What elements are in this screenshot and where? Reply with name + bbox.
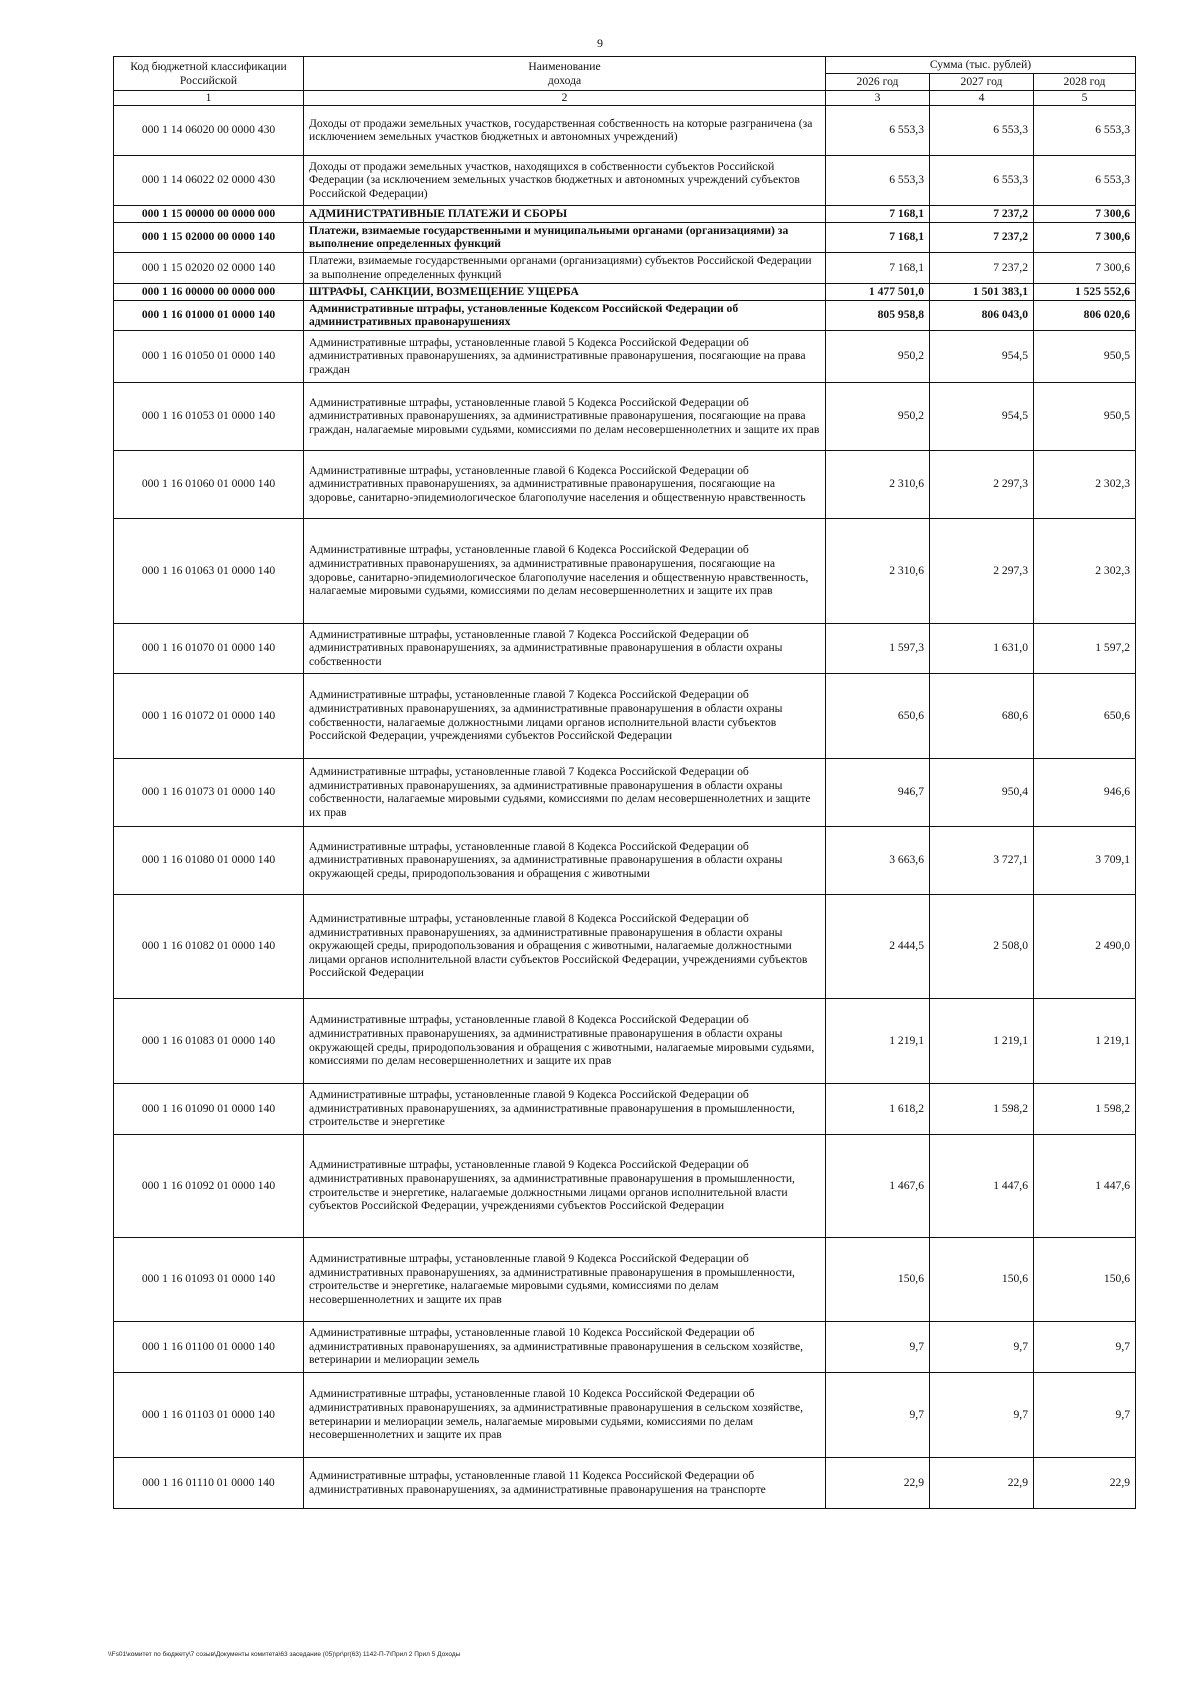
table-row [114, 1457, 1136, 1508]
row-code: 000 1 16 01092 01 0000 140 [114, 1134, 304, 1237]
table-row [114, 673, 1136, 758]
header-year-2027: 2027 год [930, 74, 1034, 91]
row-code: 000 1 16 01090 01 0000 140 [114, 1083, 304, 1134]
row-value-2028: 2 490,0 [1034, 894, 1136, 998]
row-value-2028: 1 597,2 [1034, 623, 1136, 673]
row-name: Административные штрафы, установленные главой 8 Кодекса Российской Федерации об административных правонарушениях, за административные правонарушения в области охраны окружающей среды, природопользования и обращения с животными, налагаемые должностными лицами органов исполнительной власти субъектов Российской Федерации, учреждениями субъектов Российской Федерации [304, 894, 826, 998]
row-value-2028: 6 553,3 [1034, 105, 1136, 155]
row-code: 000 1 16 01053 01 0000 140 [114, 382, 304, 450]
row-value-2028: 9,7 [1034, 1321, 1136, 1372]
table-row [114, 1134, 1136, 1237]
row-value-2026: 3 663,6 [826, 826, 930, 894]
row-code: 000 1 16 01072 01 0000 140 [114, 673, 304, 758]
row-value-2027: 1 219,1 [930, 998, 1034, 1083]
row-value-2026: 7 168,1 [826, 252, 930, 283]
row-name: ШТРАФЫ, САНКЦИИ, ВОЗМЕЩЕНИЕ УЩЕРБА [304, 283, 826, 300]
row-value-2028: 2 302,3 [1034, 450, 1136, 518]
row-name: Административные штрафы, установленные главой 10 Кодекса Российской Федерации об административных правонарушениях, за административные правонарушения в сельском хозяйстве, ветеринарии и мелиорации земель [304, 1321, 826, 1372]
row-value-2026: 946,7 [826, 758, 930, 826]
table-row [114, 826, 1136, 894]
row-code: 000 1 16 01083 01 0000 140 [114, 998, 304, 1083]
row-value-2027: 954,5 [930, 382, 1034, 450]
column-number: 5 [1034, 91, 1136, 106]
row-name: Платежи, взимаемые государственными органами (организациями) субъектов Российской Федерации за выполнение определенных функций [304, 252, 826, 283]
row-value-2027: 680,6 [930, 673, 1034, 758]
table-row [114, 205, 1136, 222]
row-name: Доходы от продажи земельных участков, государственная собственность на которые разграничена (за исключением земельных участков бюджетных и автономных учреждений) [304, 105, 826, 155]
row-value-2028: 950,5 [1034, 382, 1136, 450]
row-value-2026: 2 310,6 [826, 518, 930, 623]
row-value-2027: 1 598,2 [930, 1083, 1034, 1134]
row-name: Административные штрафы, установленные главой 5 Кодекса Российской Федерации об административных правонарушениях, за административные правонарушения, посягающие на права граждан [304, 330, 826, 382]
row-value-2028: 6 553,3 [1034, 155, 1136, 205]
row-value-2028: 950,5 [1034, 330, 1136, 382]
row-value-2026: 6 553,3 [826, 155, 930, 205]
row-value-2027: 22,9 [930, 1457, 1034, 1508]
column-number: 3 [826, 91, 930, 106]
table-row [114, 222, 1136, 252]
row-value-2026: 1 618,2 [826, 1083, 930, 1134]
row-value-2027: 7 237,2 [930, 205, 1034, 222]
row-value-2027: 9,7 [930, 1372, 1034, 1457]
header-year-2028: 2028 год [1034, 74, 1136, 91]
row-name: Административные штрафы, установленные главой 10 Кодекса Российской Федерации об административных правонарушениях, за административные правонарушения в сельском хозяйстве, ветеринарии и мелиорации земель, налагаемые мировыми судьями, комиссиями по делам несовершеннолетних и защите их прав [304, 1372, 826, 1457]
row-name: Административные штрафы, установленные главой 7 Кодекса Российской Федерации об административных правонарушениях, за административные правонарушения в области охраны собственности [304, 623, 826, 673]
row-value-2027: 954,5 [930, 330, 1034, 382]
column-number: 1 [114, 91, 304, 106]
table-row [114, 894, 1136, 998]
row-code: 000 1 16 01073 01 0000 140 [114, 758, 304, 826]
row-value-2026: 6 553,3 [826, 105, 930, 155]
row-name: Административные штрафы, установленные главой 9 Кодекса Российской Федерации об административных правонарушениях, за административные правонарушения в промышленности, строительстве и энергетике, налагаемые мировыми судьями, комиссиями по делам несовершеннолетних и защите их прав [304, 1237, 826, 1321]
row-name: Административные штрафы, установленные Кодексом Российской Федерации об административных правонарушениях [304, 300, 826, 330]
row-value-2027: 6 553,3 [930, 155, 1034, 205]
row-name: Административные штрафы, установленные главой 8 Кодекса Российской Федерации об административных правонарушениях, за административные правонарушения в области охраны окружающей среды, природопользования и обращения с животными [304, 826, 826, 894]
table-row [114, 155, 1136, 205]
row-value-2028: 1 598,2 [1034, 1083, 1136, 1134]
row-value-2028: 7 300,6 [1034, 252, 1136, 283]
row-value-2027: 7 237,2 [930, 252, 1034, 283]
revenue-table [113, 56, 1136, 1509]
row-name: Административные штрафы, установленные главой 11 Кодекса Российской Федерации об административных правонарушениях, за административные правонарушения на транспорте [304, 1457, 826, 1508]
row-value-2027: 7 237,2 [930, 222, 1034, 252]
row-code: 000 1 16 01103 01 0000 140 [114, 1372, 304, 1457]
row-value-2028: 22,9 [1034, 1457, 1136, 1508]
row-name: Административные штрафы, установленные главой 6 Кодекса Российской Федерации об административных правонарушениях, за административные правонарушения, посягающие на здоровье, санитарно-эпидемиологическое благополучие населения и общественную нравственность [304, 450, 826, 518]
row-value-2026: 2 444,5 [826, 894, 930, 998]
row-name: Доходы от продажи земельных участков, находящихся в собственности субъектов Российской Федерации (за исключением земельных участков бюджетных и автономных учреждений субъектов Российской Федерации) [304, 155, 826, 205]
table-row [114, 1321, 1136, 1372]
row-code: 000 1 16 01100 01 0000 140 [114, 1321, 304, 1372]
header-name-line2: дохода [547, 73, 582, 87]
table-row [114, 758, 1136, 826]
row-value-2026: 805 958,8 [826, 300, 930, 330]
row-code: 000 1 16 01000 01 0000 140 [114, 300, 304, 330]
row-name: Административные штрафы, установленные главой 5 Кодекса Российской Федерации об административных правонарушениях, за административные правонарушения, посягающие на права граждан, налагаемые мировыми судьями, комиссиями по делам несовершеннолетних и защите их прав [304, 382, 826, 450]
table-row [114, 1237, 1136, 1321]
row-value-2028: 7 300,6 [1034, 222, 1136, 252]
row-value-2027: 2 297,3 [930, 518, 1034, 623]
row-value-2028: 1 525 552,6 [1034, 283, 1136, 300]
file-path-footer: \\Fs01\комитет по бюджету\7 созыв\Документы комитета\63 заседание (05)\pr\pr(63) 1142-П-7\Прил 2 Прил 5 Доходы [108, 1651, 461, 1658]
header-name-title [304, 57, 826, 91]
page-number: 9 [597, 36, 603, 50]
row-name: Платежи, взимаемые государственными и муниципальными органами (организациями) за выполнение определенных функций [304, 222, 826, 252]
table-row [114, 998, 1136, 1083]
row-code: 000 1 16 01082 01 0000 140 [114, 894, 304, 998]
row-name: АДМИНИСТРАТИВНЫЕ ПЛАТЕЖИ И СБОРЫ [304, 205, 826, 222]
row-value-2027: 1 631,0 [930, 623, 1034, 673]
row-value-2027: 2 297,3 [930, 450, 1034, 518]
row-code: 000 1 16 01050 01 0000 140 [114, 330, 304, 382]
row-value-2028: 806 020,6 [1034, 300, 1136, 330]
row-value-2028: 946,6 [1034, 758, 1136, 826]
row-value-2027: 2 508,0 [930, 894, 1034, 998]
row-value-2027: 6 553,3 [930, 105, 1034, 155]
row-code: 000 1 16 01110 01 0000 140 [114, 1457, 304, 1508]
row-value-2028: 1 447,6 [1034, 1134, 1136, 1237]
row-value-2027: 150,6 [930, 1237, 1034, 1321]
row-value-2026: 9,7 [826, 1372, 930, 1457]
table-row [114, 300, 1136, 330]
row-value-2026: 650,6 [826, 673, 930, 758]
table-body [114, 105, 1136, 1508]
row-value-2028: 1 219,1 [1034, 998, 1136, 1083]
table-row [114, 450, 1136, 518]
row-code: 000 1 15 02020 02 0000 140 [114, 252, 304, 283]
row-value-2026: 22,9 [826, 1457, 930, 1508]
row-value-2027: 3 727,1 [930, 826, 1034, 894]
row-value-2028: 9,7 [1034, 1372, 1136, 1457]
row-name: Административные штрафы, установленные главой 9 Кодекса Российской Федерации об административных правонарушениях, за административные правонарушения в промышленности, строительстве и энергетике [304, 1083, 826, 1134]
row-value-2026: 1 467,6 [826, 1134, 930, 1237]
table-row [114, 330, 1136, 382]
row-name: Административные штрафы, установленные главой 6 Кодекса Российской Федерации об административных правонарушениях, за административные правонарушения, посягающие на здоровье, санитарно-эпидемиологическое благополучие населения и общественную нравственность, налагаемые мировыми судьями, комиссиями по делам несовершеннолетних и защите их прав [304, 518, 826, 623]
row-value-2026: 950,2 [826, 382, 930, 450]
header-name-line1: Наименование [528, 59, 601, 73]
row-value-2027: 9,7 [930, 1321, 1034, 1372]
table-row [114, 1083, 1136, 1134]
row-code: 000 1 16 01070 01 0000 140 [114, 623, 304, 673]
table-row [114, 252, 1136, 283]
row-value-2026: 950,2 [826, 330, 930, 382]
table-row [114, 1372, 1136, 1457]
row-value-2026: 1 597,3 [826, 623, 930, 673]
row-value-2026: 7 168,1 [826, 222, 930, 252]
row-code: 000 1 14 06020 00 0000 430 [114, 105, 304, 155]
row-value-2027: 1 501 383,1 [930, 283, 1034, 300]
row-code: 000 1 15 02000 00 0000 140 [114, 222, 304, 252]
row-value-2028: 150,6 [1034, 1237, 1136, 1321]
header-code-title: Код бюджетной классификации Российской [114, 57, 304, 91]
row-value-2027: 1 447,6 [930, 1134, 1034, 1237]
row-value-2026: 150,6 [826, 1237, 930, 1321]
table-row [114, 382, 1136, 450]
row-value-2028: 650,6 [1034, 673, 1136, 758]
table-row [114, 283, 1136, 300]
header-year-2026: 2026 год [826, 74, 930, 91]
row-value-2028: 2 302,3 [1034, 518, 1136, 623]
row-value-2027: 806 043,0 [930, 300, 1034, 330]
table-row [114, 623, 1136, 673]
row-code: 000 1 14 06022 02 0000 430 [114, 155, 304, 205]
row-value-2028: 3 709,1 [1034, 826, 1136, 894]
table-row [114, 518, 1136, 623]
table-row [114, 105, 1136, 155]
row-name: Административные штрафы, установленные главой 9 Кодекса Российской Федерации об административных правонарушениях, за административные правонарушения в промышленности, строительстве и энергетике, налагаемые должностными лицами органов исполнительной власти субъектов Российской Федерации, учреждениями субъектов Российской Федерации [304, 1134, 826, 1237]
row-value-2026: 1 219,1 [826, 998, 930, 1083]
row-value-2026: 2 310,6 [826, 450, 930, 518]
row-value-2027: 950,4 [930, 758, 1034, 826]
column-number: 2 [304, 91, 826, 106]
header-sum-title: Сумма (тыс. рублей) [826, 57, 1136, 74]
row-name: Административные штрафы, установленные главой 7 Кодекса Российской Федерации об административных правонарушениях, за административные правонарушения в области охраны собственности, налагаемые мировыми судьями, комиссиями по делам несовершеннолетних и защите их прав [304, 758, 826, 826]
row-code: 000 1 16 01060 01 0000 140 [114, 450, 304, 518]
row-value-2026: 1 477 501,0 [826, 283, 930, 300]
row-code: 000 1 16 01063 01 0000 140 [114, 518, 304, 623]
row-name: Административные штрафы, установленные главой 8 Кодекса Российской Федерации об административных правонарушениях, за административные правонарушения в области охраны окружающей среды, природопользования и обращения с животными, налагаемые мировыми судьями, комиссиями по делам несовершеннолетних и защите их прав [304, 998, 826, 1083]
row-value-2028: 7 300,6 [1034, 205, 1136, 222]
row-code: 000 1 16 01093 01 0000 140 [114, 1237, 304, 1321]
column-number: 4 [930, 91, 1034, 106]
row-code: 000 1 16 01080 01 0000 140 [114, 826, 304, 894]
row-code: 000 1 15 00000 00 0000 000 [114, 205, 304, 222]
row-code: 000 1 16 00000 00 0000 000 [114, 283, 304, 300]
row-name: Административные штрафы, установленные главой 7 Кодекса Российской Федерации об административных правонарушениях, за административные правонарушения в области охраны собственности, налагаемые должностными лицами органов исполнительной власти субъектов Российской Федерации, учреждениями субъектов Российской Федерации [304, 673, 826, 758]
row-value-2026: 7 168,1 [826, 205, 930, 222]
row-value-2026: 9,7 [826, 1321, 930, 1372]
